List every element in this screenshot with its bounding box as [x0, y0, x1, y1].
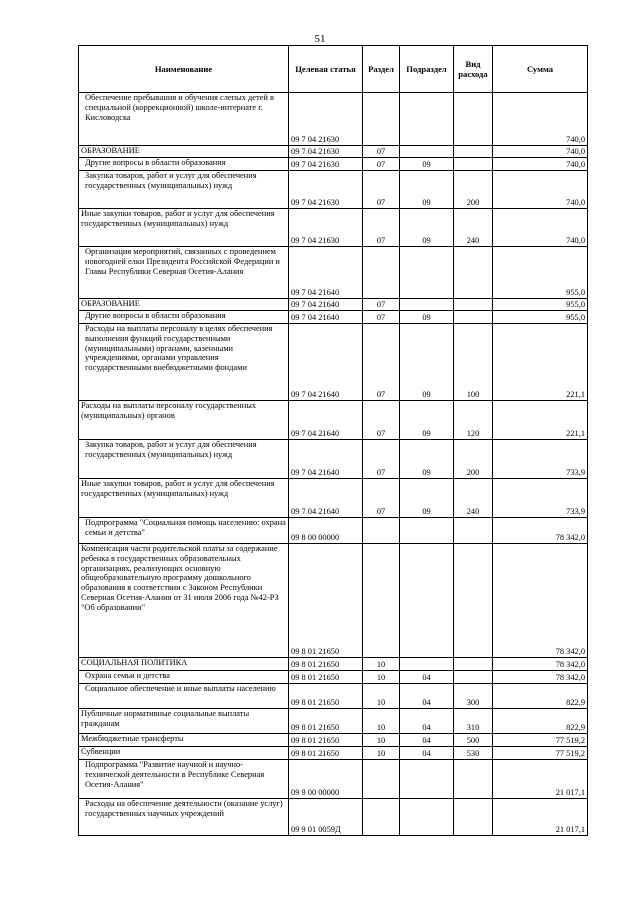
- cell-section: 07: [363, 299, 400, 311]
- cell-amount: 21 017,1: [493, 760, 588, 799]
- table-row: [79, 518, 588, 544]
- cell-subsection: 09: [400, 171, 454, 209]
- cell-section: 07: [363, 479, 400, 518]
- cell-expense-type: [454, 146, 493, 158]
- cell-amount: 740,0: [493, 93, 588, 146]
- budget-table: [78, 45, 588, 836]
- cell-expense-type: 120: [454, 401, 493, 440]
- cell-expense-type: 500: [454, 734, 493, 747]
- cell-section: 07: [363, 146, 400, 158]
- cell-name: Охрана семьи и детства: [79, 671, 289, 684]
- cell-name: Закупка товаров, работ и услуг для обеспечения государственных (муниципальных) нужд: [79, 171, 289, 209]
- cell-name: Подпрограмма "Социальная помощь населению: охрана семьи и детства": [79, 518, 289, 544]
- cell-subsection: [400, 658, 454, 671]
- header-name: Наименование: [79, 46, 289, 93]
- cell-target: 09 7 04 21630: [289, 171, 363, 209]
- cell-target: 09 8 01 21650: [289, 747, 363, 760]
- cell-name: Иные закупки товаров, работ и услуг для обеспечения государственных (муниципальных) нужд: [79, 209, 289, 247]
- cell-name: Подпрограмма "Развитие научной и научно-технической деятельности в Республике Северная Осетия-Алания": [79, 760, 289, 799]
- cell-subsection: [400, 93, 454, 146]
- cell-section: 07: [363, 440, 400, 479]
- cell-name: Межбюджетные трансферты: [79, 734, 289, 747]
- cell-name: Другие вопросы в области образования: [79, 158, 289, 171]
- cell-amount: 78 342,0: [493, 518, 588, 544]
- cell-expense-type: [454, 93, 493, 146]
- cell-subsection: 09: [400, 158, 454, 171]
- cell-amount: 955,0: [493, 311, 588, 324]
- table-row: [79, 658, 588, 671]
- cell-target: 09 8 01 21650: [289, 544, 363, 658]
- cell-section: 10: [363, 684, 400, 709]
- cell-amount: 221,1: [493, 401, 588, 440]
- cell-name: Расходы на выплаты персоналу в целях обеспечения выполнения функций государственными (муниципальными) органами, казенными учреждениями, органами управления государственными внебюджетными фондами: [79, 324, 289, 401]
- cell-target: 09 8 01 21650: [289, 658, 363, 671]
- cell-name: Другие вопросы в области образования: [79, 311, 289, 324]
- cell-name: Обеспечение пребывания и обучения слепых детей в специальной (коррекционной) школе-интернате г. Кисловодска: [79, 93, 289, 146]
- cell-subsection: 09: [400, 479, 454, 518]
- cell-expense-type: 240: [454, 479, 493, 518]
- cell-subsection: 09: [400, 401, 454, 440]
- cell-target: 09 8 01 21650: [289, 709, 363, 734]
- table-row: [79, 544, 588, 658]
- cell-expense-type: [454, 799, 493, 836]
- cell-name: Расходы на обеспечение деятельности (оказание услуг) государственных научных учреждений: [79, 799, 289, 836]
- cell-section: [363, 247, 400, 299]
- table-row: [79, 158, 588, 171]
- cell-target: 09 9 01 0059Д: [289, 799, 363, 836]
- table-row: [79, 734, 588, 747]
- cell-subsection: 04: [400, 747, 454, 760]
- cell-target: 09 7 04 21640: [289, 479, 363, 518]
- cell-expense-type: [454, 311, 493, 324]
- table-row: [79, 747, 588, 760]
- table-row: [79, 440, 588, 479]
- cell-amount: 78 342,0: [493, 658, 588, 671]
- cell-amount: 78 342,0: [493, 544, 588, 658]
- table-row: [79, 760, 588, 799]
- cell-subsection: 04: [400, 709, 454, 734]
- cell-expense-type: 100: [454, 324, 493, 401]
- cell-target: 09 8 01 21650: [289, 734, 363, 747]
- cell-subsection: [400, 247, 454, 299]
- table-row: [79, 146, 588, 158]
- header-section: Раздел: [363, 46, 400, 93]
- header-amount: Сумма: [493, 46, 588, 93]
- cell-name: Публичные нормативные социальные выплаты гражданам: [79, 709, 289, 734]
- cell-section: [363, 544, 400, 658]
- cell-target: 09 7 04 21640: [289, 299, 363, 311]
- cell-expense-type: [454, 158, 493, 171]
- table-row: [79, 479, 588, 518]
- table-row: [79, 247, 588, 299]
- cell-name: Расходы на выплаты персоналу государственных (муниципальных) органов: [79, 401, 289, 440]
- cell-section: 07: [363, 311, 400, 324]
- cell-target: 09 7 04 21630: [289, 158, 363, 171]
- cell-section: 10: [363, 709, 400, 734]
- cell-amount: 740,0: [493, 171, 588, 209]
- cell-name: Организация мероприятий, связанных с проведением новогодней елки Президента Российской Федерации и Главы Республики Северная Осетия-Алания: [79, 247, 289, 299]
- cell-section: 10: [363, 658, 400, 671]
- table-row: [79, 684, 588, 709]
- cell-name: ОБРАЗОВАНИЕ: [79, 299, 289, 311]
- cell-section: 10: [363, 671, 400, 684]
- cell-amount: 77 519,2: [493, 747, 588, 760]
- cell-section: 07: [363, 209, 400, 247]
- cell-subsection: [400, 544, 454, 658]
- cell-subsection: 04: [400, 684, 454, 709]
- table-row: [79, 799, 588, 836]
- cell-expense-type: 530: [454, 747, 493, 760]
- cell-expense-type: [454, 518, 493, 544]
- cell-section: [363, 93, 400, 146]
- cell-name: Социальное обеспечение и иные выплаты населению: [79, 684, 289, 709]
- table-row: [79, 324, 588, 401]
- cell-target: 09 8 01 21650: [289, 684, 363, 709]
- cell-subsection: [400, 799, 454, 836]
- cell-amount: 955,0: [493, 299, 588, 311]
- cell-subsection: [400, 760, 454, 799]
- cell-amount: 733,9: [493, 479, 588, 518]
- cell-amount: 740,0: [493, 158, 588, 171]
- cell-target: 09 7 04 21630: [289, 146, 363, 158]
- cell-expense-type: [454, 247, 493, 299]
- cell-amount: 221,1: [493, 324, 588, 401]
- cell-subsection: [400, 146, 454, 158]
- cell-section: 07: [363, 158, 400, 171]
- cell-expense-type: 300: [454, 684, 493, 709]
- cell-section: 07: [363, 324, 400, 401]
- cell-target: 09 7 04 21630: [289, 209, 363, 247]
- cell-target: 09 8 01 21650: [289, 671, 363, 684]
- cell-expense-type: [454, 299, 493, 311]
- cell-subsection: 04: [400, 671, 454, 684]
- cell-amount: 733,9: [493, 440, 588, 479]
- cell-expense-type: [454, 760, 493, 799]
- header-expense-type: Вид расхода: [454, 46, 493, 93]
- cell-expense-type: 200: [454, 171, 493, 209]
- cell-subsection: 09: [400, 324, 454, 401]
- cell-section: [363, 518, 400, 544]
- table-row: [79, 709, 588, 734]
- cell-target: 09 8 00 00000: [289, 518, 363, 544]
- cell-name: ОБРАЗОВАНИЕ: [79, 146, 289, 158]
- table-row: [79, 209, 588, 247]
- cell-target: 09 7 04 21640: [289, 401, 363, 440]
- table-header-row: [79, 46, 588, 93]
- cell-expense-type: 240: [454, 209, 493, 247]
- cell-expense-type: [454, 658, 493, 671]
- table-row: [79, 671, 588, 684]
- cell-subsection: 04: [400, 734, 454, 747]
- cell-expense-type: 200: [454, 440, 493, 479]
- cell-target: 09 7 04 21640: [289, 324, 363, 401]
- cell-name: Субвенции: [79, 747, 289, 760]
- cell-expense-type: [454, 671, 493, 684]
- header-target: Целевая статья: [289, 46, 363, 93]
- cell-subsection: [400, 299, 454, 311]
- cell-target: 09 9 00 00000: [289, 760, 363, 799]
- cell-subsection: 09: [400, 209, 454, 247]
- cell-amount: 77 519,2: [493, 734, 588, 747]
- table-row: [79, 299, 588, 311]
- cell-subsection: 09: [400, 311, 454, 324]
- cell-subsection: 09: [400, 440, 454, 479]
- table-row: [79, 93, 588, 146]
- cell-amount: 78 342,0: [493, 671, 588, 684]
- cell-name: Иные закупки товаров, работ и услуг для обеспечения государственных (муниципальных) нужд: [79, 479, 289, 518]
- table-row: [79, 401, 588, 440]
- cell-amount: 740,0: [493, 146, 588, 158]
- cell-expense-type: [454, 544, 493, 658]
- cell-amount: 21 017,1: [493, 799, 588, 836]
- cell-section: 10: [363, 734, 400, 747]
- cell-section: 07: [363, 401, 400, 440]
- cell-name: СОЦИАЛЬНАЯ ПОЛИТИКА: [79, 658, 289, 671]
- cell-section: 07: [363, 171, 400, 209]
- cell-section: 10: [363, 747, 400, 760]
- cell-amount: 822,9: [493, 709, 588, 734]
- cell-amount: 740,0: [493, 209, 588, 247]
- table-row: [79, 171, 588, 209]
- cell-section: [363, 760, 400, 799]
- cell-target: 09 7 04 21640: [289, 440, 363, 479]
- cell-amount: 822,9: [493, 684, 588, 709]
- page-number: 51: [314, 33, 326, 45]
- cell-subsection: [400, 518, 454, 544]
- cell-target: 09 7 04 21640: [289, 247, 363, 299]
- cell-expense-type: 310: [454, 709, 493, 734]
- cell-name: Компенсация части родительской платы за содержание ребенка в государственных образовательных организациях, реализующих основную общеобразовательную программу дошкольного образования в соответствии с Законом Республики Северная Осетия-Алания от 31 июля 2006 года №42-РЗ "Об образовании": [79, 544, 289, 658]
- cell-section: [363, 799, 400, 836]
- cell-amount: 955,0: [493, 247, 588, 299]
- table-row: [79, 311, 588, 324]
- cell-target: 09 7 04 21640: [289, 311, 363, 324]
- cell-name: Закупка товаров, работ и услуг для обеспечения государственных (муниципальных) нужд: [79, 440, 289, 479]
- cell-target: 09 7 04 21630: [289, 93, 363, 146]
- header-subsection: Подраздел: [400, 46, 454, 93]
